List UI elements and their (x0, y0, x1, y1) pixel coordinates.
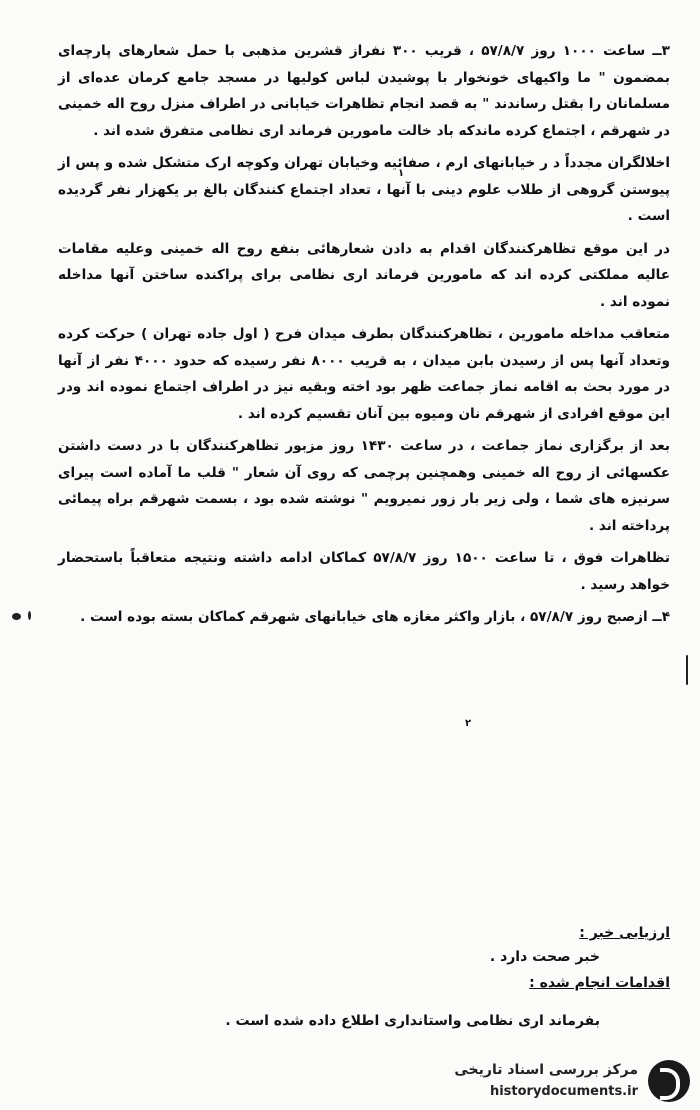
evaluation-value: خبر صحت دارد . (489, 949, 600, 965)
paragraph-4: متعاقب مداخله مامورین ، تظاهرکنندگان بطرف میدان فرح ( اول جاده تهران ) حرکت کرده وتعداد آنها پس از رسیدن بابن میدان ، به قریب ۸۰۰۰ نفر رسیده که حدود ۴۰۰۰ نفر از آنها در مورد بحث به اقامه نماز جماعت ظهر بود اخته وبقیه نیز در اطراف اجتماع نموده اند ودر این موقع افرادی از شهرقم نان وميوه بین آنان تقسیم کرده اند . (58, 326, 670, 422)
footnote-mark-2: ۲ (465, 718, 472, 729)
paragraph-7: ۴ــ ازصبح روز ۵۷/۸/۷ ، بازار واکثر مغازه های خیابانهای شهرقم کماکان بسته بوده است . (80, 609, 670, 625)
report-body (58, 38, 670, 631)
paragraph-1: ۳ــ ساعت ۱۰۰۰ روز ۵۷/۸/۷ ، قریب ۳۰۰ نفراز قشرین مذهبی با حمل شعارهای پارچه‌ای بمضمون " ما واکیهای خونخوار با پوشیدن لباس کولیها در مسجد جامع کرمان عده‌ای از مسلمانان را بقتل رساندند " به قصد انجام تظاهرات خیابانی در اطراف منزل روح اله خمینی در شهرقم ، اجتماع کرده ماندکه باد خالت مامورین فرماند اری‌ نظامی متفرق شده اند . (58, 43, 670, 139)
watermark-url: historydocuments.ir (489, 1084, 638, 1099)
archive-watermark (390, 1056, 690, 1108)
watermark-title: مرکز بررسی اسناد تاریخی (454, 1062, 638, 1078)
scan-edge-mark (686, 655, 688, 685)
evaluation-label: ارزیابی خبر : (579, 925, 670, 941)
paragraph-2: اخلالگران مجدداً د ر خیابانهای ارم ، صفائیه وخیابان تهران وکوچه ارک متشکل شده و پس از پیوستن گروهی از طلاب علوم دینی با آنها ، تعداد اجتماع کنندگان بالغ بر یکهزار نفر گردیده است . (58, 155, 670, 224)
evaluation-section (58, 925, 670, 1029)
paragraph-5: بعد از برگزاری نماز جماعت ، در ساعت ۱۴۳۰ روز مزبور تظاهرکنندگان با در دست داشتن عکسهائی از روح اله خمینی وهمچنین پرچمی که روی آن شعار " قلب ما آماده است پیرای سرنیزه های شما ، ولی زیر بار زور نمیرویم " نوشته شده بود ، بسمت شهرقم براه پیمائی پرداخته اند . (58, 438, 670, 534)
footnote-mark-1: ۱ (398, 168, 405, 179)
actions-label: اقدامات انجام شده : (529, 975, 670, 991)
scan-speck (12, 613, 21, 620)
archive-logo-icon (648, 1060, 690, 1102)
actions-value: بفرماند اری نظامی واستانداری اطلاع داده شده است . (225, 1013, 600, 1029)
paragraph-6: تظاهرات فوق ، تا ساعت ۱۵۰۰ روز ۵۷/۸/۷ کماکان ادامه داشته ونتیجه متعاقباً باستحضار خواهد رسید . (58, 550, 671, 593)
scan-speck (28, 611, 31, 620)
paragraph-3: در این موقع تظاهرکنندگان اقدام به دادن شعارهائی بنفع روح اله خمینی وعلیه مقامات عالیه مملکتی کرده اند که مامورین فرماند اری نظامی برای پراکنده ساختن آنها مداخله نموده اند . (58, 240, 670, 310)
